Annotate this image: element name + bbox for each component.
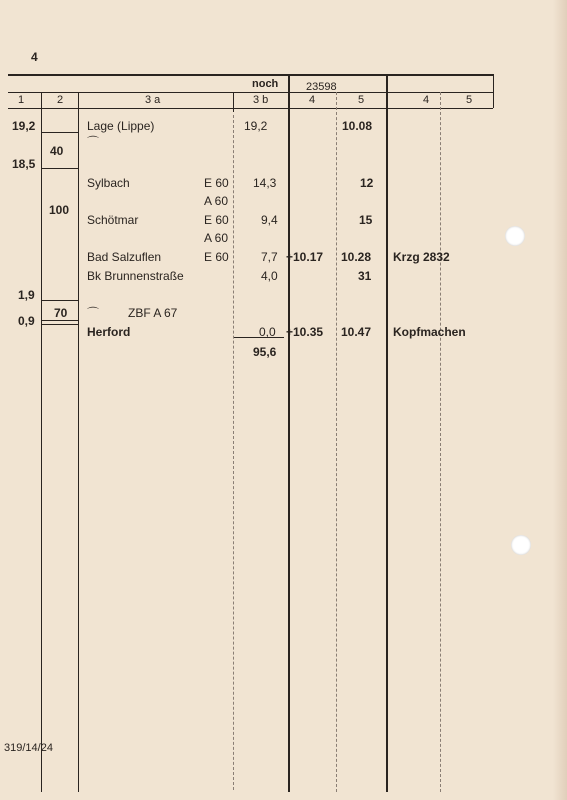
- departure-time: 12: [360, 176, 374, 190]
- table-top-rule: [8, 74, 493, 76]
- signal-label: E 60: [204, 176, 229, 190]
- station-name: ZBF A 67: [128, 306, 178, 320]
- form-code: 319/14/24: [4, 742, 53, 754]
- station-name: Sylbach: [87, 176, 130, 190]
- remark: Krzg 2832: [393, 250, 450, 264]
- col-divider-end: [493, 74, 494, 108]
- total-km: 95,6: [253, 345, 277, 359]
- col-header-2: 2: [57, 94, 64, 106]
- punch-hole-top: [505, 226, 525, 246]
- arrival-time: +10.35: [286, 325, 324, 339]
- departure-time: 31: [358, 269, 372, 283]
- speed-rule: [41, 168, 78, 169]
- km-value: 19,2: [12, 119, 36, 133]
- col-divider-3b: [288, 74, 290, 792]
- departure-time: 10.28: [341, 250, 372, 264]
- speed-value: 70: [54, 306, 68, 320]
- speed-rule: [41, 320, 78, 321]
- departure-time: 10.47: [341, 325, 372, 339]
- punch-hole-bottom: [511, 535, 531, 555]
- col-header-3a: 3 a: [145, 94, 161, 106]
- station-name: Herford: [87, 325, 131, 339]
- signal-label: A 60: [204, 194, 229, 208]
- signal-label: E 60: [204, 250, 229, 264]
- noch-label: noch: [252, 78, 279, 90]
- km-value: 18,5: [12, 157, 36, 171]
- col-divider-1: [41, 92, 42, 792]
- train-number: 23598: [306, 81, 337, 93]
- col-divider-2: [78, 92, 79, 792]
- col-divider-3a-top: [233, 92, 234, 112]
- col-header-1: 1: [18, 94, 25, 106]
- curve-symbol: ⌒: [87, 135, 100, 149]
- station-km: 14,3: [253, 176, 277, 190]
- paper-edge-shadow: [553, 0, 567, 800]
- station-km: 9,4: [261, 213, 278, 227]
- col-divider-4: [336, 92, 337, 792]
- col-divider-4b: [440, 92, 441, 792]
- header-bottom-rule: [8, 108, 493, 109]
- station-name: Schötmar: [87, 213, 139, 227]
- col-header-4: 4: [309, 94, 316, 106]
- station-km: 4,0: [261, 269, 278, 283]
- arrival-time: +10.17: [286, 250, 324, 264]
- station-name: Lage (Lippe): [87, 119, 155, 133]
- remark: Kopfmachen: [393, 325, 466, 339]
- col-divider-3a: [233, 115, 234, 790]
- station-name: Bk Brunnenstraße: [87, 269, 184, 283]
- speed-value: 40: [50, 144, 64, 158]
- station-km: 7,7: [261, 250, 278, 264]
- km-value: 0,9: [18, 314, 35, 328]
- col-header-3b: 3 b: [253, 94, 269, 106]
- col-divider-5: [386, 74, 388, 792]
- header-rule: [8, 92, 493, 93]
- station-km: 19,2: [244, 119, 268, 133]
- departure-time: 15: [359, 213, 373, 227]
- col-header-5: 5: [358, 94, 365, 106]
- col-header-4b: 4: [423, 94, 430, 106]
- signal-label: A 60: [204, 231, 229, 245]
- speed-rule: [41, 132, 78, 133]
- sum-rule: [234, 337, 284, 338]
- km-value: 1,9: [18, 288, 35, 302]
- station-name: Bad Salzuflen: [87, 250, 162, 264]
- station-km: 0,0: [259, 325, 276, 339]
- speed-rule: [41, 300, 78, 301]
- col-header-5b: 5: [466, 94, 473, 106]
- speed-rule: [41, 324, 78, 325]
- page-number: 4: [31, 50, 38, 64]
- speed-value: 100: [49, 203, 70, 217]
- curve-symbol: ⌒: [87, 306, 100, 320]
- signal-label: E 60: [204, 213, 229, 227]
- departure-time: 10.08: [342, 119, 373, 133]
